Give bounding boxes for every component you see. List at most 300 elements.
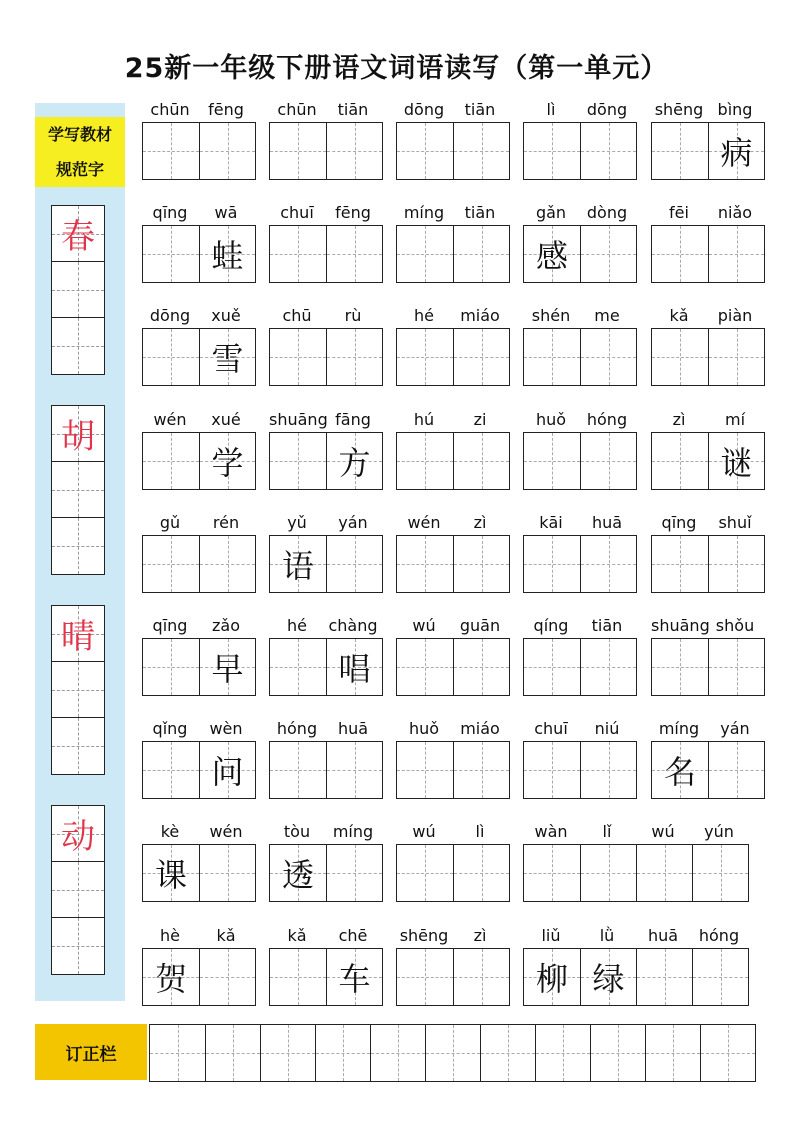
writing-boxes	[142, 122, 256, 180]
sidebar-cell[interactable]	[52, 806, 104, 862]
writing-cell[interactable]	[397, 845, 453, 901]
writing-boxes	[523, 535, 637, 593]
pinyin-row	[396, 822, 510, 842]
writing-cell[interactable]	[524, 226, 580, 282]
pinyin-row	[269, 513, 383, 533]
pinyin-row	[142, 926, 256, 946]
writing-cell[interactable]	[524, 639, 580, 695]
pinyin-row	[523, 616, 637, 636]
writing-boxes	[142, 948, 256, 1006]
pinyin-syllable: huā	[337, 719, 369, 739]
writing-cell[interactable]	[453, 123, 509, 179]
correction-cell[interactable]	[425, 1025, 480, 1081]
writing-cell[interactable]	[580, 536, 636, 592]
writing-boxes	[396, 741, 510, 799]
writing-cell[interactable]	[326, 226, 382, 282]
writing-cell[interactable]	[199, 536, 255, 592]
writing-boxes	[269, 328, 383, 386]
writing-cell[interactable]	[143, 845, 199, 901]
pinyin-syllable: shēng	[399, 925, 449, 945]
writing-cell[interactable]	[580, 639, 636, 695]
sidebar-header	[35, 117, 125, 187]
writing-boxes	[651, 432, 765, 490]
writing-cell[interactable]	[636, 949, 692, 1005]
writing-boxes	[269, 225, 383, 283]
writing-boxes	[269, 122, 383, 180]
writing-boxes	[396, 122, 510, 180]
writing-cell[interactable]	[580, 433, 636, 489]
correction-cell[interactable]	[315, 1025, 370, 1081]
pinyin-syllable: chū	[282, 306, 312, 326]
writing-cell[interactable]	[636, 845, 692, 901]
sidebar-cell[interactable]	[52, 406, 104, 462]
correction-cell[interactable]	[260, 1025, 315, 1081]
pinyin-row	[142, 822, 256, 842]
correction-cell[interactable]	[370, 1025, 425, 1081]
word-entry	[142, 616, 256, 696]
pinyin-syllable: kè	[160, 822, 180, 842]
pinyin-syllable: yán	[720, 719, 750, 739]
pinyin-syllable: wén	[153, 409, 187, 429]
pinyin-syllable: huǒ	[408, 719, 440, 739]
writing-cell[interactable]	[199, 123, 255, 179]
writing-boxes	[396, 535, 510, 593]
writing-boxes	[396, 328, 510, 386]
pinyin-syllable: zì	[672, 409, 686, 429]
word-entry	[142, 719, 256, 799]
pinyin-row	[651, 616, 765, 636]
writing-cell[interactable]	[580, 226, 636, 282]
writing-cell[interactable]	[143, 433, 199, 489]
pinyin-syllable: hé	[414, 306, 434, 326]
writing-cell[interactable]	[143, 742, 199, 798]
pinyin-syllable: míng	[403, 203, 445, 223]
writing-cell[interactable]	[397, 226, 453, 282]
pinyin-syllable: rén	[212, 512, 240, 532]
writing-cell[interactable]	[524, 329, 580, 385]
writing-boxes	[142, 638, 256, 696]
pinyin-row	[523, 513, 637, 533]
pinyin-row	[396, 306, 510, 326]
writing-cell[interactable]	[652, 742, 708, 798]
pinyin-syllable: hóng	[698, 925, 740, 945]
writing-boxes	[142, 741, 256, 799]
correction-grid	[149, 1024, 756, 1082]
writing-cell[interactable]	[199, 639, 255, 695]
writing-cell[interactable]	[270, 742, 326, 798]
writing-cell[interactable]	[524, 742, 580, 798]
pinyin-syllable: tiān	[464, 100, 496, 119]
pinyin-row	[651, 306, 765, 326]
word-entry	[523, 410, 637, 490]
pinyin-syllable: wú	[412, 616, 436, 635]
writing-cell[interactable]	[270, 639, 326, 695]
given-char: 贺	[154, 959, 187, 998]
pinyin-row	[523, 100, 637, 120]
pinyin-syllable: wèn	[209, 719, 243, 739]
pinyin-syllable: xuě	[211, 306, 241, 326]
word-entry	[396, 616, 510, 696]
pinyin-syllable: lì	[546, 100, 556, 119]
pinyin-syllable: gǔ	[159, 512, 181, 532]
pinyin-row	[651, 719, 765, 739]
given-char: 名	[663, 753, 696, 792]
pinyin-row	[396, 719, 510, 739]
pinyin-row	[142, 616, 256, 636]
pinyin-syllable: kǎ	[669, 306, 689, 326]
sidebar-cell[interactable]	[52, 206, 104, 262]
pinyin-row	[269, 926, 383, 946]
correction-cell[interactable]	[645, 1025, 700, 1081]
word-entry	[142, 513, 256, 593]
pinyin-row	[269, 616, 383, 636]
writing-cell[interactable]	[397, 433, 453, 489]
writing-boxes	[523, 432, 637, 490]
writing-cell[interactable]	[708, 433, 764, 489]
writing-boxes	[269, 741, 383, 799]
correction-cell[interactable]	[205, 1025, 260, 1081]
word-entry	[142, 100, 256, 180]
writing-cell[interactable]	[692, 845, 748, 901]
writing-cell[interactable]	[143, 329, 199, 385]
writing-cell[interactable]	[270, 949, 326, 1005]
writing-cell[interactable]	[199, 742, 255, 798]
writing-cell[interactable]	[453, 742, 509, 798]
writing-boxes	[651, 741, 765, 799]
writing-boxes	[523, 741, 637, 799]
word-entry	[269, 203, 383, 283]
pinyin-syllable: shēng	[654, 100, 704, 119]
sidebar-header-line1: 学写教材	[47, 125, 112, 144]
given-char: 早	[211, 650, 244, 688]
writing-cell[interactable]	[652, 639, 708, 695]
writing-cell[interactable]	[397, 329, 453, 385]
correction-cell[interactable]	[700, 1025, 755, 1081]
pinyin-row	[523, 719, 637, 739]
pinyin-row	[396, 513, 510, 533]
writing-cell[interactable]	[143, 123, 199, 179]
sidebar-cell[interactable]	[52, 862, 104, 918]
sidebar-cell[interactable]	[52, 662, 104, 718]
writing-cell[interactable]	[453, 226, 509, 282]
pinyin-syllable: dòng	[586, 203, 628, 223]
writing-boxes	[396, 225, 510, 283]
pinyin-row	[269, 203, 383, 223]
writing-boxes	[142, 225, 256, 283]
writing-boxes	[269, 844, 383, 902]
word-entry	[523, 822, 749, 902]
writing-cell[interactable]	[580, 329, 636, 385]
sidebar-char-column-1	[51, 205, 105, 375]
given-char: 方	[338, 443, 371, 482]
writing-cell[interactable]	[708, 536, 764, 592]
writing-cell[interactable]	[524, 949, 580, 1005]
sidebar-cell[interactable]	[52, 718, 104, 774]
writing-boxes	[523, 638, 637, 696]
writing-boxes	[651, 225, 765, 283]
pinyin-syllable: lì	[475, 822, 485, 842]
pinyin-syllable: dōng	[403, 100, 445, 119]
writing-cell[interactable]	[143, 949, 199, 1005]
pinyin-row	[651, 410, 765, 430]
writing-cell[interactable]	[652, 226, 708, 282]
writing-cell[interactable]	[199, 433, 255, 489]
pinyin-syllable: miáo	[460, 306, 500, 326]
writing-cell[interactable]	[326, 639, 382, 695]
pinyin-syllable: wā	[214, 203, 238, 223]
writing-cell[interactable]	[397, 536, 453, 592]
pinyin-syllable: dōng	[149, 306, 191, 326]
pinyin-syllable: tiān	[464, 203, 496, 223]
pinyin-syllable: tiān	[337, 100, 369, 119]
writing-cell[interactable]	[143, 536, 199, 592]
model-char: 动	[61, 817, 95, 857]
pinyin-syllable: chē	[338, 925, 368, 945]
writing-cell[interactable]	[652, 329, 708, 385]
given-char: 感	[535, 237, 568, 276]
writing-cell[interactable]	[652, 536, 708, 592]
writing-boxes	[651, 638, 765, 696]
pinyin-row	[269, 719, 383, 739]
word-entry	[396, 822, 510, 902]
pinyin-syllable: fēng	[208, 100, 244, 119]
word-entry	[523, 306, 637, 386]
word-entry	[651, 203, 765, 283]
word-entry	[651, 306, 765, 386]
pinyin-row	[396, 616, 510, 636]
writing-cell[interactable]	[524, 433, 580, 489]
word-entry	[142, 822, 256, 902]
pinyin-syllable: shuǐ	[718, 512, 752, 532]
pinyin-syllable: rù	[344, 306, 362, 326]
writing-cell[interactable]	[708, 226, 764, 282]
writing-cell[interactable]	[652, 433, 708, 489]
pinyin-row	[523, 410, 637, 430]
given-char: 课	[154, 856, 187, 895]
writing-cell[interactable]	[199, 329, 255, 385]
writing-cell[interactable]	[326, 742, 382, 798]
writing-cell[interactable]	[270, 123, 326, 179]
word-entry	[269, 616, 383, 696]
pinyin-syllable: kǎ	[216, 925, 236, 945]
writing-boxes	[523, 225, 637, 283]
correction-cell[interactable]	[480, 1025, 535, 1081]
writing-cell[interactable]	[524, 123, 580, 179]
pinyin-syllable: chūn	[277, 100, 317, 119]
sidebar-cell[interactable]	[52, 606, 104, 662]
writing-boxes	[523, 122, 637, 180]
pinyin-row	[142, 410, 256, 430]
pinyin-row	[269, 306, 383, 326]
correction-cell[interactable]	[535, 1025, 590, 1081]
writing-cell[interactable]	[692, 949, 748, 1005]
writing-cell[interactable]	[453, 949, 509, 1005]
writing-cell[interactable]	[580, 742, 636, 798]
sidebar-cell[interactable]	[52, 318, 104, 374]
sidebar-char-column-4	[51, 805, 105, 975]
pinyin-syllable: gǎn	[535, 203, 567, 223]
writing-cell[interactable]	[524, 845, 580, 901]
pinyin-syllable: kāi	[539, 512, 563, 532]
writing-cell[interactable]	[397, 742, 453, 798]
writing-cell[interactable]	[270, 226, 326, 282]
writing-boxes	[523, 948, 749, 1006]
writing-boxes	[523, 844, 749, 902]
word-entry	[269, 410, 383, 490]
writing-cell[interactable]	[453, 433, 509, 489]
pinyin-syllable: shuāng	[269, 409, 328, 429]
word-entry	[142, 306, 256, 386]
writing-cell[interactable]	[326, 845, 382, 901]
sidebar-char-column-3	[51, 605, 105, 775]
writing-cell[interactable]	[453, 845, 509, 901]
pinyin-row	[142, 203, 256, 223]
word-entry	[396, 513, 510, 593]
pinyin-syllable: zì	[473, 512, 487, 532]
pinyin-syllable: liǔ	[541, 925, 561, 945]
pinyin-syllable: hóng	[586, 409, 628, 429]
pinyin-row	[523, 822, 749, 842]
pinyin-syllable: chuī	[534, 719, 568, 739]
given-char: 语	[281, 546, 314, 585]
pinyin-syllable: hóng	[276, 719, 318, 739]
word-entry	[651, 719, 765, 799]
sidebar-header-line2: 规范字	[55, 160, 104, 179]
word-entry	[651, 100, 765, 180]
correction-cell[interactable]	[590, 1025, 645, 1081]
sidebar-cell[interactable]	[52, 518, 104, 574]
model-char: 晴	[61, 617, 95, 657]
pinyin-row	[269, 100, 383, 120]
pinyin-syllable: fēi	[669, 203, 689, 223]
sidebar-cell[interactable]	[52, 262, 104, 318]
writing-cell[interactable]	[199, 949, 255, 1005]
writing-cell[interactable]	[708, 329, 764, 385]
pinyin-syllable: míng	[658, 719, 700, 739]
writing-boxes	[269, 948, 383, 1006]
writing-cell[interactable]	[143, 639, 199, 695]
pinyin-syllable: míng	[332, 822, 374, 842]
pinyin-row	[142, 100, 256, 120]
writing-cell[interactable]	[326, 329, 382, 385]
writing-cell[interactable]	[326, 949, 382, 1005]
pinyin-syllable: hé	[287, 616, 307, 635]
writing-boxes	[142, 535, 256, 593]
writing-cell[interactable]	[397, 123, 453, 179]
pinyin-syllable: bìng	[717, 100, 753, 119]
writing-boxes	[651, 328, 765, 386]
pinyin-row	[396, 203, 510, 223]
pinyin-syllable: kǎ	[287, 925, 307, 945]
writing-boxes	[651, 535, 765, 593]
correction-label: 订正栏	[35, 1024, 147, 1080]
given-char: 唱	[338, 650, 371, 688]
writing-cell[interactable]	[326, 536, 382, 592]
writing-cell[interactable]	[453, 329, 509, 385]
writing-cell[interactable]	[453, 639, 509, 695]
writing-cell[interactable]	[199, 226, 255, 282]
pinyin-syllable: wén	[209, 822, 243, 842]
given-char: 绿	[592, 959, 625, 998]
writing-cell[interactable]	[708, 639, 764, 695]
writing-cell[interactable]	[326, 433, 382, 489]
writing-cell[interactable]	[270, 433, 326, 489]
writing-boxes	[142, 432, 256, 490]
writing-cell[interactable]	[580, 123, 636, 179]
writing-cell[interactable]	[199, 845, 255, 901]
word-entry	[269, 513, 383, 593]
pinyin-syllable: qīng	[661, 512, 697, 532]
pinyin-syllable: wú	[651, 822, 675, 842]
pinyin-row	[269, 822, 383, 842]
writing-boxes	[396, 432, 510, 490]
given-char: 透	[281, 856, 314, 895]
word-entry	[269, 926, 383, 1006]
writing-cell[interactable]	[453, 536, 509, 592]
writing-cell[interactable]	[708, 123, 764, 179]
pinyin-row	[142, 513, 256, 533]
pinyin-syllable: qǐng	[152, 719, 188, 739]
pinyin-syllable: piàn	[717, 306, 753, 326]
writing-cell[interactable]	[270, 536, 326, 592]
writing-cell[interactable]	[652, 123, 708, 179]
model-char: 胡	[61, 417, 95, 457]
writing-boxes	[142, 844, 256, 902]
writing-cell[interactable]	[270, 845, 326, 901]
writing-cell[interactable]	[708, 742, 764, 798]
sidebar-cell[interactable]	[52, 462, 104, 518]
pinyin-syllable: guān	[459, 616, 501, 635]
pinyin-row	[523, 203, 637, 223]
sidebar-cell[interactable]	[52, 918, 104, 974]
writing-cell[interactable]	[580, 845, 636, 901]
given-char: 雪	[211, 340, 244, 379]
pinyin-syllable: chàng	[328, 616, 378, 635]
given-char: 车	[338, 959, 371, 998]
writing-cell[interactable]	[326, 123, 382, 179]
pinyin-syllable: yán	[338, 512, 368, 532]
model-char: 春	[61, 217, 95, 257]
writing-cell[interactable]	[580, 949, 636, 1005]
writing-cell[interactable]	[524, 536, 580, 592]
word-entry	[651, 410, 765, 490]
pinyin-syllable: zi	[473, 409, 487, 429]
pinyin-syllable: me	[594, 306, 620, 326]
word-entry	[269, 100, 383, 180]
pinyin-syllable: fāng	[335, 409, 371, 429]
writing-cell[interactable]	[397, 639, 453, 695]
pinyin-syllable: miáo	[460, 719, 500, 739]
writing-boxes	[269, 638, 383, 696]
writing-boxes	[396, 948, 510, 1006]
writing-boxes	[523, 328, 637, 386]
pinyin-row	[651, 100, 765, 120]
sidebar-char-column-2	[51, 405, 105, 575]
pinyin-syllable: chūn	[150, 100, 190, 119]
word-entry	[523, 926, 749, 1006]
given-char: 学	[211, 443, 244, 482]
word-entry	[396, 203, 510, 283]
word-entry	[523, 513, 637, 593]
word-entry	[269, 306, 383, 386]
writing-cell[interactable]	[397, 949, 453, 1005]
pinyin-syllable: mí	[724, 409, 746, 429]
pinyin-syllable: qíng	[533, 616, 569, 635]
correction-cell[interactable]	[150, 1025, 205, 1081]
writing-cell[interactable]	[270, 329, 326, 385]
word-entry	[269, 719, 383, 799]
writing-cell[interactable]	[143, 226, 199, 282]
